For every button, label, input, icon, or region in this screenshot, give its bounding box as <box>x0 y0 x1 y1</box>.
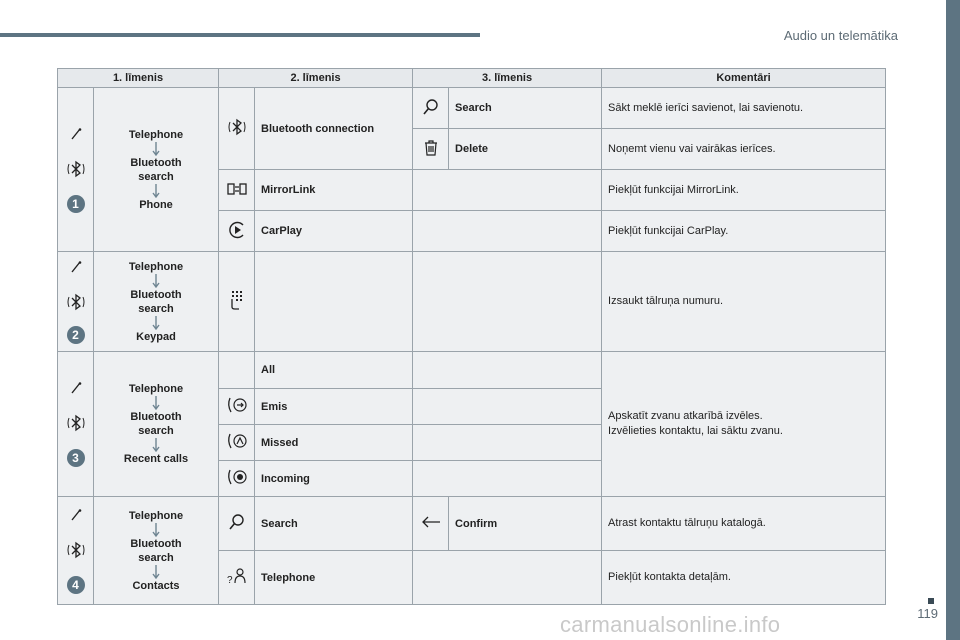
level-number-badge: 2 <box>67 326 85 344</box>
chain-item: Bluetooth search <box>130 156 182 183</box>
confirm-arrow-icon <box>420 514 442 530</box>
outgoing-call-icon <box>226 395 248 415</box>
incoming-call-icon <box>226 467 248 487</box>
chain-item: Bluetooth search <box>130 411 182 437</box>
level2-label: CarPlay <box>255 211 413 252</box>
table-row <box>58 252 886 352</box>
top-rule <box>0 33 480 37</box>
bluetooth-icon <box>66 159 86 179</box>
down-arrow-icon <box>151 142 161 156</box>
keypad-icon-cell <box>219 252 255 352</box>
level2-label: Missed <box>255 425 413 461</box>
comment-cell: Sākt meklē ierīci savienot, lai savienotu. <box>602 88 886 129</box>
level-number-badge: 3 <box>67 449 85 467</box>
header-level2: 2. līmenis <box>219 69 413 88</box>
mirrorlink-icon <box>227 180 247 198</box>
table-header-row <box>58 69 886 88</box>
group2-icons <box>58 252 94 352</box>
level2-label: Bluetooth connection <box>255 88 413 170</box>
level2-label: MirrorLink <box>255 170 413 211</box>
comment-line: Apskatīt zvanu atkarībā izvēles. <box>608 410 763 422</box>
down-arrow-icon <box>151 396 161 410</box>
chain-item: Telephone <box>128 260 184 273</box>
group3-icons <box>58 352 94 497</box>
level2-label: Telephone <box>255 551 413 605</box>
comment-cell: Piekļūt funkcijai CarPlay. <box>602 211 886 252</box>
down-arrow-icon <box>151 523 161 537</box>
empty-cell <box>413 461 602 497</box>
bluetooth-icon <box>66 292 86 312</box>
trash-icon <box>423 139 439 157</box>
svg-text:?: ? <box>226 575 233 586</box>
search-icon-cell <box>413 88 449 129</box>
level2-label: Incoming <box>255 461 413 497</box>
missed-call-icon <box>226 431 248 451</box>
level3-label: Confirm <box>449 497 602 551</box>
down-arrow-icon <box>151 316 161 330</box>
missed-call-icon-cell <box>219 425 255 461</box>
level2-label: Search <box>255 497 413 551</box>
contact-details-icon <box>226 566 248 586</box>
comment-cell: Piekļūt funkcijai MirrorLink. <box>602 170 886 211</box>
menu-table <box>57 68 886 605</box>
chain-item: Keypad <box>136 330 176 343</box>
chain-item: Telephone <box>128 128 184 141</box>
level-number-badge: 4 <box>67 576 85 594</box>
empty-icon-cell <box>219 352 255 389</box>
carplay-icon-cell <box>219 211 255 252</box>
header-level3: 3. līmenis <box>413 69 602 88</box>
confirm-icon-cell <box>413 497 449 551</box>
bluetooth-icon <box>227 117 247 137</box>
contact-details-icon-cell <box>219 551 255 605</box>
comment-line: Izvēlieties kontaktu, lai sāktu zvanu. <box>608 425 783 437</box>
empty-cell <box>413 352 602 389</box>
group3-chain <box>94 352 219 497</box>
delete-icon-cell <box>413 129 449 170</box>
level3-label: Delete <box>449 129 602 170</box>
comment-cell: Atrast kontaktu tālruņu katalogā. <box>602 497 886 551</box>
chain-item: Recent calls <box>123 453 189 465</box>
side-marker <box>928 598 934 604</box>
group4-chain <box>94 497 219 605</box>
page-number: 119 <box>917 606 938 621</box>
chain-item: Telephone <box>128 509 184 522</box>
level2-label: Emis <box>255 389 413 425</box>
keypad-icon <box>227 289 247 311</box>
incoming-call-icon-cell <box>219 461 255 497</box>
chain-item: Telephone <box>128 383 184 395</box>
empty-cell <box>413 389 602 425</box>
empty-cell <box>413 252 602 352</box>
empty-cell <box>413 425 602 461</box>
mirrorlink-icon-cell <box>219 170 255 211</box>
header-comments: Komentāri <box>602 69 886 88</box>
group4-icons <box>58 497 94 605</box>
watermark: carmanualsonline.info <box>560 612 781 637</box>
comment-cell <box>602 352 886 497</box>
search-icon <box>422 98 440 116</box>
comment-cell: Izsaukt tālruņa numuru. <box>602 252 886 352</box>
phone-icon <box>69 127 83 141</box>
contact-search-icon-cell <box>219 497 255 551</box>
empty-cell <box>413 170 602 211</box>
group1-icons <box>58 88 94 252</box>
emitted-call-icon-cell <box>219 389 255 425</box>
empty-cell <box>413 211 602 252</box>
level3-label: Search <box>449 88 602 129</box>
chain-item: Contacts <box>132 579 180 592</box>
down-arrow-icon <box>151 274 161 288</box>
table-row <box>58 88 886 129</box>
down-arrow-icon <box>151 184 161 198</box>
chain-item: Bluetooth search <box>130 537 182 564</box>
chain-item: Phone <box>139 198 173 211</box>
level-number-badge: 1 <box>67 195 85 213</box>
level2-label <box>255 252 413 352</box>
group2-chain <box>94 252 219 352</box>
phone-icon <box>69 260 83 274</box>
table-row <box>58 497 886 551</box>
bluetooth-connection-icon-cell <box>219 88 255 170</box>
down-arrow-icon <box>151 565 161 579</box>
empty-cell <box>413 551 602 605</box>
header-level1: 1. līmenis <box>58 69 219 88</box>
page-edge-strip <box>946 0 960 640</box>
section-title: Audio un telemātika <box>783 28 898 43</box>
bluetooth-icon <box>66 413 86 433</box>
group1-chain <box>94 88 219 252</box>
chain-item: Bluetooth search <box>130 288 182 315</box>
carplay-icon <box>227 220 247 240</box>
phone-icon <box>69 381 83 395</box>
comment-cell: Noņemt vienu vai vairākas ierīces. <box>602 129 886 170</box>
search-icon <box>228 513 246 531</box>
bluetooth-icon <box>66 540 86 560</box>
table-row <box>58 352 886 389</box>
level2-label: All <box>255 352 413 389</box>
comment-cell: Piekļūt kontakta detaļām. <box>602 551 886 605</box>
down-arrow-icon <box>151 438 161 452</box>
phone-icon <box>69 508 83 522</box>
